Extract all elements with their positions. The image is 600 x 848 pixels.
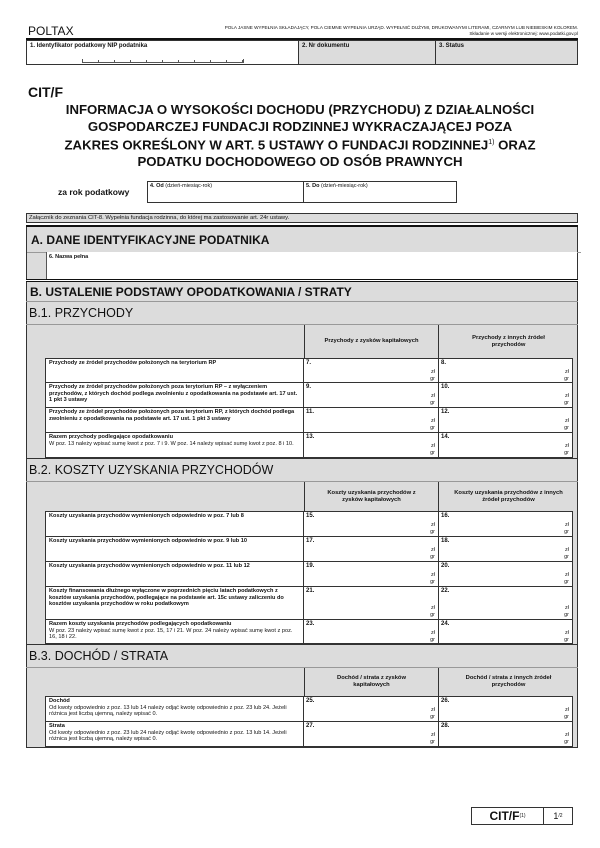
field-22[interactable] (438, 586, 573, 620)
document-number-label: 2. Nr dokumentu (302, 43, 350, 49)
b2-row-5-label: Razem koszty uzyskania przychodów podlegających opodatkowaniu (49, 621, 232, 627)
gr-unit: gr (564, 739, 569, 745)
gr-unit: gr (430, 739, 435, 745)
gr-unit: gr (564, 376, 569, 382)
zl-unit: zł (565, 732, 569, 738)
field-11-number: 11. (306, 409, 315, 415)
b3-row-income-note: Od kwoty odpowiednio z poz. 13 lub 14 należy odjąć kwotę odpowiednio z poz. 23 lub 24. Jeżeli różnica jest liczbą ujemną, należy wpisać 0. (49, 704, 287, 718)
field-15-number: 15. (306, 513, 315, 519)
field-21-number: 21. (306, 588, 315, 594)
field-16[interactable] (438, 511, 573, 537)
period-from-hint: (dzień-miesiąc-rok) (165, 183, 213, 189)
gr-unit: gr (430, 714, 435, 720)
field-14-number: 14. (441, 434, 450, 440)
period-to-label: 5. Do (306, 183, 320, 189)
zl-unit: zł (565, 605, 569, 611)
field-25-number: 25. (306, 698, 315, 704)
field-9[interactable] (303, 382, 439, 408)
b1-row-2 (45, 382, 304, 408)
b2-row-5-note: W poz. 23 należy wpisać sumę kwot z poz. 15, 17 i 21. W poz. 24 należy wpisać sumę kwot z poz. 16, 18 i 22. (49, 627, 293, 641)
field-19-number: 19. (306, 563, 315, 569)
gr-unit: gr (430, 579, 435, 585)
attachment-note-text: Załącznik do zeznania CIT-8. Wypełnia fundacja rodzinna, do której ma zastosowanie art. 24r ustawy. (29, 215, 290, 221)
field-8[interactable] (438, 358, 573, 383)
section-b3-title: B.3. DOCHÓD / STRATA (26, 644, 578, 668)
b2-row-4 (45, 586, 304, 620)
b3-row-income (45, 696, 304, 722)
gr-unit: gr (564, 450, 569, 456)
gr-unit: gr (564, 612, 569, 618)
zl-unit: zł (431, 522, 435, 528)
document-number-field (298, 40, 436, 65)
zl-unit: zł (565, 572, 569, 578)
b3-col-capital-header: Dochód / strata z zysków kapitałowych (304, 668, 438, 696)
field-20-number: 20. (441, 563, 450, 569)
status-field (435, 40, 578, 65)
field-28-number: 28. (441, 723, 450, 729)
zl-unit: zł (565, 707, 569, 713)
gr-unit: gr (564, 529, 569, 535)
field-10[interactable] (438, 382, 573, 408)
zl-unit: zł (565, 630, 569, 636)
zl-unit: zł (431, 547, 435, 553)
zl-unit: zł (431, 605, 435, 611)
b3-row-loss-text (46, 722, 303, 744)
nip-field[interactable] (26, 40, 299, 65)
zl-unit: zł (431, 369, 435, 375)
field-9-number: 9. (306, 384, 312, 390)
field-8-number: 8. (441, 360, 447, 366)
footnote-ref: 1) (488, 139, 495, 146)
gr-unit: gr (564, 554, 569, 560)
gr-unit: gr (564, 425, 569, 431)
field-16-number: 16. (441, 513, 450, 519)
zl-unit: zł (565, 547, 569, 553)
section-a-title: A. DANE IDENTYFIKACYJNE PODATNIKA (27, 227, 581, 253)
gr-unit: gr (430, 425, 435, 431)
gr-unit: gr (430, 529, 435, 535)
section-b1-title: B.1. PRZYCHODY (26, 302, 578, 325)
section-b-title: B. USTALENIE PODSTAWY OPODATKOWANIA / STRATY (26, 282, 578, 302)
zl-unit: zł (565, 443, 569, 449)
b1-row-3 (45, 407, 304, 433)
zl-unit: zł (431, 572, 435, 578)
b2-row-1-label: Koszty uzyskania przychodów wymienionych odpowiednio w poz. 7 lub 8 (49, 513, 244, 519)
zl-unit: zł (565, 418, 569, 424)
b2-row-5-text (46, 620, 303, 642)
status-label: 3. Status (439, 43, 465, 49)
b3-row-loss-label: Strata (49, 723, 65, 729)
b3-row-income-text (46, 697, 303, 719)
b2-col-other-header: Koszty uzyskania przychodów z innych źródeł przychodów (438, 482, 578, 512)
b3-row-income-label: Dochód (49, 698, 70, 704)
field-7[interactable] (303, 358, 439, 383)
zl-unit: zł (565, 393, 569, 399)
field-14[interactable] (438, 432, 573, 458)
b2-row-3-label: Koszty uzyskania przychodów wymienionych odpowiednio w poz. 11 lub 12 (49, 563, 250, 569)
zl-unit: zł (431, 443, 435, 449)
full-name-field[interactable] (46, 252, 577, 279)
field-12-number: 12. (441, 409, 450, 415)
gr-unit: gr (564, 400, 569, 406)
field-24[interactable] (438, 619, 573, 644)
form-code: CIT/F (28, 84, 63, 100)
zl-unit: zł (431, 732, 435, 738)
footer-form-code-box (471, 807, 544, 825)
field-18-number: 18. (441, 538, 450, 544)
gr-unit: gr (564, 714, 569, 720)
field-23[interactable] (303, 619, 439, 644)
field-17[interactable] (303, 536, 439, 562)
footer-form-code: CIT/F (489, 809, 520, 823)
footer-form-version: (1) (519, 813, 526, 819)
b2-row-1 (45, 511, 304, 537)
field-13[interactable] (303, 432, 439, 458)
attachment-note (26, 213, 578, 223)
b2-col-capital-header: Koszty uzyskania przychodów z zysków kapitałowych (304, 482, 438, 512)
field-7-number: 7. (306, 360, 312, 366)
b2-row-2-label: Koszty uzyskania przychodów wymienionych odpowiednio w poz. 9 lub 10 (49, 538, 247, 544)
b1-row-4 (45, 432, 304, 458)
field-11[interactable] (303, 407, 439, 433)
gr-unit: gr (564, 579, 569, 585)
gr-unit: gr (564, 637, 569, 643)
field-21[interactable] (303, 586, 439, 620)
tax-year-label: za rok podatkowy (58, 187, 130, 197)
field-19[interactable] (303, 561, 439, 587)
b3-row-loss (45, 721, 304, 747)
nip-label: 1. Identyfikator podatkowy NIP podatnika (30, 43, 148, 49)
b2-row-4-label: Koszty finansowania dłużnego wyłączone w poprzednich pięciu latach podatkowych z kosztów uzyskania przychodów, podlegające na podstawie art. 15c ustawy zaliczeniu do kosztów uzyskania przychodów w roku podatkowym (49, 588, 284, 608)
brand-poltax: POLTAX (28, 24, 74, 38)
b3-row-loss-note: Od kwoty odpowiednio z poz. 23 lub 24 należy odjąć kwotę odpowiednio z poz. 13 lub 14. Jeżeli różnica jest liczbą ujemną, należy wpisać 0. (49, 729, 287, 743)
period-to-hint: (dzień-miesiąc-rok) (320, 183, 368, 189)
footer-page-total: /2 (558, 813, 563, 819)
field-18[interactable] (438, 536, 573, 562)
nip-digit-ticks (82, 59, 244, 63)
form-title (60, 102, 540, 170)
b2-row-3 (45, 561, 304, 587)
field-22-number: 22. (441, 588, 450, 594)
field-12[interactable] (438, 407, 573, 433)
b1-row-3-label: Przychody ze źródeł przychodów położonych poza terytorium RP, z których dochód podlega zwolnieniu z opodatkowania na podstawie art. 17 ust. 1 pkt 3 ustawy (49, 409, 295, 422)
instructions-text: POLA JASNE WYPEŁNIA SKŁADAJĄCY, POLA CIEMNE WYPEŁNIA URZĄD. WYPEŁNIĆ DUŻYMI, DRUKOWANYMI LITERAMI, CZARNYM LUB NIEBIESKIM KOLOREM. (224, 25, 578, 30)
period-from-label: 4. Od (150, 183, 164, 189)
zl-unit: zł (431, 393, 435, 399)
form-title-tail: ORAZ PODATKU DOCHODOWEGO OD OSÓB PRAWNYCH (137, 137, 536, 169)
field-20[interactable] (438, 561, 573, 587)
zl-unit: zł (431, 630, 435, 636)
field-15[interactable] (303, 511, 439, 537)
footer-page-number: 1 (553, 811, 559, 821)
section-b2-title: B.2. KOSZTY UZYSKANIA PRZYCHODÓW (26, 458, 578, 482)
field-24-number: 24. (441, 621, 450, 627)
b1-col-capital-header: Przychody z zysków kapitałowych (304, 325, 438, 358)
field-13-number: 13. (306, 434, 315, 440)
field-27-number: 27. (306, 723, 315, 729)
field-26[interactable] (438, 696, 573, 722)
zl-unit: zł (431, 418, 435, 424)
period-from-label-wrap (150, 183, 212, 189)
zl-unit: zł (565, 369, 569, 375)
b1-row-1 (45, 358, 304, 383)
gr-unit: gr (430, 450, 435, 456)
zl-unit: zł (431, 707, 435, 713)
period-from-field[interactable] (147, 181, 304, 203)
field-10-number: 10. (441, 384, 450, 390)
b1-col-other-header: Przychody z innych źródeł przychodów (438, 325, 578, 358)
field-28[interactable] (438, 721, 573, 747)
full-name-label: 6. Nazwa pełna (49, 254, 89, 260)
gr-unit: gr (430, 376, 435, 382)
field-23-number: 23. (306, 621, 315, 627)
field-27[interactable] (303, 721, 439, 747)
gr-unit: gr (430, 612, 435, 618)
field-26-number: 26. (441, 698, 450, 704)
period-to-label-wrap (306, 183, 368, 189)
b2-row-5 (45, 619, 304, 644)
form-title-main: INFORMACJA O WYSOKOŚCI DOCHODU (PRZYCHODU) Z DZIAŁALNOŚCI GOSPODARCZEJ FUNDACJI RODZINNEJ WYKRACZAJĄCEJ POZA ZAKRES OKREŚLONY W ART. 5 USTAWY O FUNDACJI RODZINNEJ (64, 102, 535, 153)
gr-unit: gr (430, 637, 435, 643)
b1-row-2-label: Przychody ze źródeł przychodów położonych poza terytorium RP – z wyłączeniem przychodów, z których dochód podlega zwolnieniu z opodatkowania na podstawie art. 17 ust. 1 pkt 3 ustawy (49, 384, 298, 404)
b1-row-1-label: Przychody ze źródeł przychodów położonych na terytorium RP (49, 360, 217, 366)
b1-row-4-text (46, 433, 303, 448)
gr-unit: gr (430, 400, 435, 406)
field-17-number: 17. (306, 538, 315, 544)
zl-unit: zł (565, 522, 569, 528)
field-25[interactable] (303, 696, 439, 722)
b2-row-2 (45, 536, 304, 562)
b1-row-4-label: Razem przychody podlegające opodatkowaniu (49, 434, 174, 440)
b1-row-4-note: W poz. 13 należy wpisać sumę kwot z poz. 7 i 9. W poz. 14 należy wpisać sumę kwot z poz. 8 i 10. (49, 440, 294, 447)
footer-page-box (543, 807, 573, 825)
electronic-filing-text: Składanie w wersji elektronicznej: www.podatki.gov.pl (469, 31, 578, 36)
b3-col-other-header: Dochód / strata z innych źródeł przychodów (438, 668, 578, 696)
section-a (26, 227, 578, 279)
period-to-field[interactable] (303, 181, 457, 203)
gr-unit: gr (430, 554, 435, 560)
